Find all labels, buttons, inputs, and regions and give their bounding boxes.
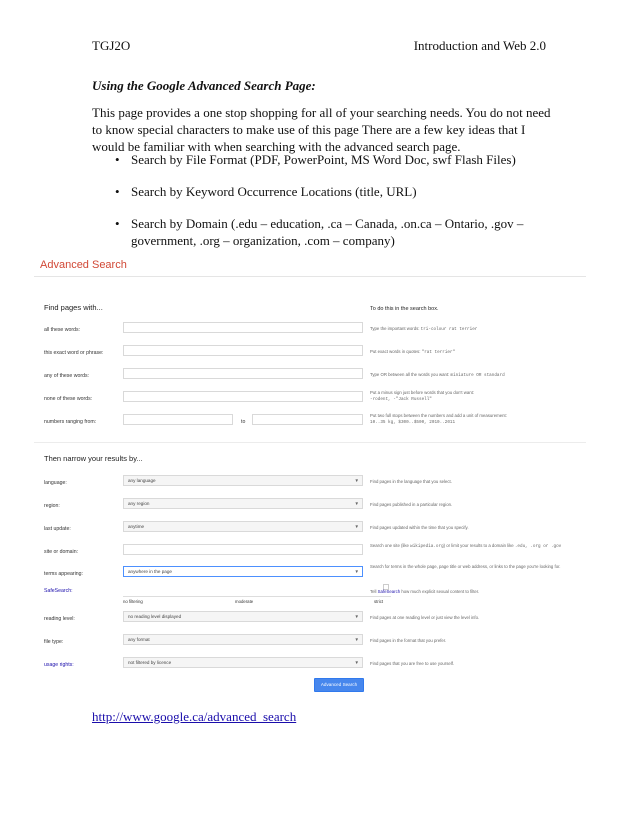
none-words-hint: Put a minus sign just before words that you don't want: -rodent, -"Jack Russell" bbox=[370, 390, 475, 402]
advanced-search-title: Advanced Search bbox=[40, 259, 127, 271]
doc-intro: This page provides a one stop shopping for all of your searching needs. You do not need to know special characters to make use of this page There are a few key ideas that I would be familiar with when searching with the advanced search page. bbox=[92, 105, 551, 154]
list-item: • Search by File Format (PDF, PowerPoint, MS Word Doc, swf Flash Files) bbox=[117, 151, 537, 168]
site-domain-hint: Search one site (like wikipedia.org) or limit your results to a domain like .edu, .org or .gov bbox=[370, 543, 562, 549]
safesearch-link[interactable]: SafeSearch: bbox=[44, 588, 73, 594]
terms-appearing-label: terms appearing: bbox=[44, 571, 83, 577]
exact-phrase-input[interactable] bbox=[123, 345, 363, 356]
number-to-label: to bbox=[241, 419, 246, 425]
any-words-input[interactable] bbox=[123, 368, 363, 379]
site-domain-input[interactable] bbox=[123, 544, 363, 555]
file-type-label: file type: bbox=[44, 639, 64, 645]
find-pages-heading: Find pages with... bbox=[44, 303, 103, 312]
chevron-down-icon: ▼ bbox=[354, 524, 359, 529]
any-words-hint: Type OR between all the words you want: miniature OR standard bbox=[370, 372, 505, 378]
list-item: • Search by Domain (.edu – education, .ca – Canada, .on.ca – Ontario, .gov – government, .org – organization, .com – company) bbox=[117, 215, 537, 249]
safesearch-hint: Tell SafeSearch how much explicit sexual content to filter. bbox=[370, 589, 480, 594]
number-range-hint: Put two full stops between the numbers and add a unit of measurement: 10..35 kg, $300..$500, 2010..2011 bbox=[370, 413, 507, 425]
number-to-input[interactable] bbox=[252, 414, 363, 425]
narrow-heading: Then narrow your results by... bbox=[44, 454, 143, 463]
chevron-down-icon: ▼ bbox=[354, 478, 359, 483]
exact-phrase-hint: Put exact words in quotes: "rat terrier" bbox=[370, 349, 456, 355]
header-unit-title: Introduction and Web 2.0 bbox=[413, 38, 546, 53]
exact-phrase-label: this exact word or phrase: bbox=[44, 350, 104, 356]
region-label: region: bbox=[44, 503, 60, 509]
none-words-label: none of these words: bbox=[44, 396, 93, 402]
header-course-code: TGJ2O bbox=[92, 38, 131, 53]
reading-level-hint: Find pages at one reading level or just view the level info. bbox=[370, 615, 480, 620]
language-label: language: bbox=[44, 480, 67, 486]
divider bbox=[34, 442, 586, 443]
todo-heading: To do this in the search box. bbox=[370, 306, 439, 312]
last-update-hint: Find pages updated within the time that you specify. bbox=[370, 525, 469, 530]
language-hint: Find pages in the language that you select. bbox=[370, 479, 452, 484]
last-update-select[interactable]: anytime ▼ bbox=[123, 521, 363, 532]
file-type-select[interactable]: any format ▼ bbox=[123, 634, 363, 645]
advanced-search-link[interactable]: http://www.google.ca/advanced_search bbox=[92, 709, 297, 724]
tick-no-filtering: no filtering bbox=[123, 599, 143, 604]
advanced-search-screenshot bbox=[34, 251, 586, 703]
doc-title: Using the Google Advanced Search Page: bbox=[92, 78, 316, 93]
chevron-down-icon: ▼ bbox=[354, 614, 359, 619]
key-ideas-list bbox=[117, 151, 537, 264]
all-words-input[interactable] bbox=[123, 322, 363, 333]
terms-appearing-hint: Search for terms in the whole page, page title or web address, or links to the page you're looking for. bbox=[370, 564, 561, 569]
any-words-label: any of these words: bbox=[44, 373, 89, 379]
region-select[interactable]: any region ▼ bbox=[123, 498, 363, 509]
all-words-label: all these words: bbox=[44, 327, 81, 333]
all-words-hint: Type the important words: tri-colour rat terrier bbox=[370, 326, 478, 332]
usage-rights-hint: Find pages that you are free to use yourself. bbox=[370, 661, 455, 666]
tick-strict: strict bbox=[374, 599, 384, 604]
tick-moderate: moderate bbox=[235, 599, 254, 604]
advanced-search-button[interactable]: Advanced Search bbox=[314, 678, 364, 692]
number-range-label: numbers ranging from: bbox=[44, 419, 97, 425]
divider bbox=[34, 276, 586, 277]
region-hint: Find pages published in a particular region. bbox=[370, 502, 453, 507]
number-from-input[interactable] bbox=[123, 414, 233, 425]
language-select[interactable]: any language ▼ bbox=[123, 475, 363, 486]
usage-rights-select[interactable]: not filtered by licence ▼ bbox=[123, 657, 363, 668]
none-words-input[interactable] bbox=[123, 391, 363, 402]
chevron-down-icon: ▼ bbox=[354, 569, 359, 574]
terms-appearing-select[interactable]: anywhere in the page ▼ bbox=[123, 566, 363, 577]
reading-level-label: reading level: bbox=[44, 616, 75, 622]
usage-rights-link[interactable]: usage rights: bbox=[44, 662, 74, 668]
chevron-down-icon: ▼ bbox=[354, 501, 359, 506]
file-type-hint: Find pages in the format that you prefer. bbox=[370, 638, 447, 643]
site-domain-label: site or domain: bbox=[44, 549, 79, 555]
safesearch-slider[interactable] bbox=[123, 596, 391, 597]
last-update-label: last update: bbox=[44, 526, 71, 532]
reading-level-select[interactable]: no reading level displayed ▼ bbox=[123, 611, 363, 622]
chevron-down-icon: ▼ bbox=[354, 660, 359, 665]
list-item: • Search by Keyword Occurrence Locations (title, URL) bbox=[117, 183, 537, 200]
chevron-down-icon: ▼ bbox=[354, 637, 359, 642]
